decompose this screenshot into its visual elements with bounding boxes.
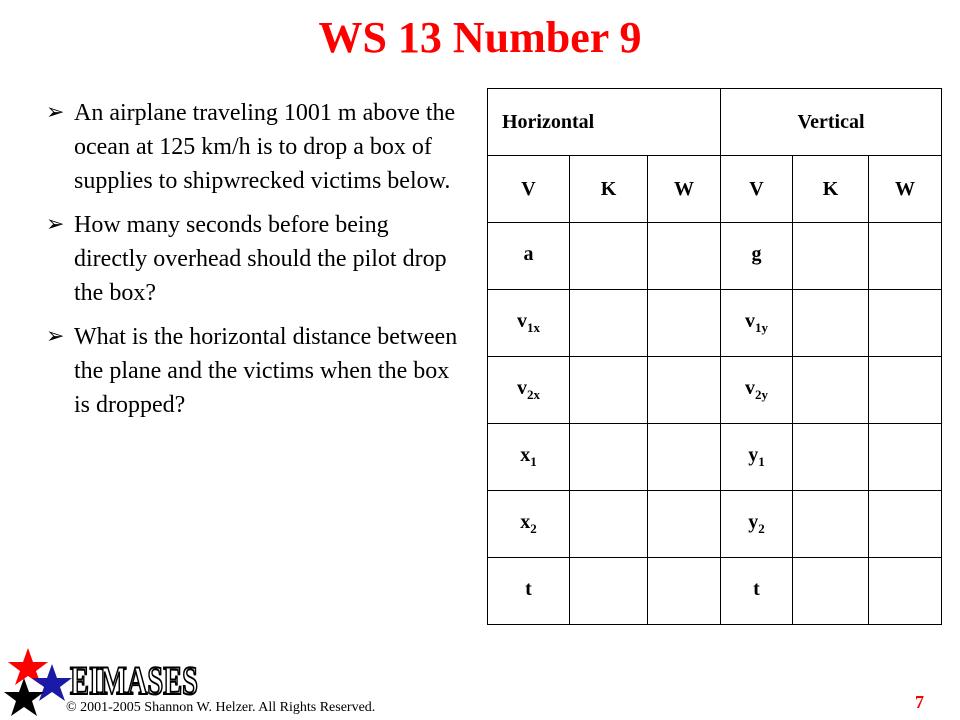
- variable-symbol: y: [748, 444, 759, 466]
- vertical-want-cell[interactable]: [869, 290, 942, 357]
- variable-symbol: g: [751, 243, 762, 265]
- horizontal-variable-cell: [488, 558, 570, 625]
- table-row: [488, 491, 942, 558]
- bullet-list: [44, 96, 464, 432]
- horizontal-known-cell[interactable]: [570, 491, 648, 558]
- variable-subscript: 2x: [527, 387, 540, 402]
- arrow-bullet-icon: ➢: [46, 99, 65, 124]
- horizontal-known-cell[interactable]: [570, 223, 648, 290]
- table-row: [488, 290, 942, 357]
- vertical-variable-cell: [721, 290, 793, 357]
- vertical-want-cell[interactable]: [869, 491, 942, 558]
- vertical-known-cell[interactable]: [793, 491, 869, 558]
- variable-symbol: y: [748, 511, 759, 533]
- variable-subscript: 2: [758, 521, 765, 536]
- bullet-item: [44, 320, 464, 422]
- horizontal-want-cell[interactable]: [648, 357, 721, 424]
- vertical-want-cell[interactable]: [869, 223, 942, 290]
- variable-symbol: a: [523, 243, 534, 265]
- vertical-want-cell[interactable]: [869, 558, 942, 625]
- vertical-variable-cell: [721, 424, 793, 491]
- bullet-text: An airplane traveling 1001 m above the ocean at 125 km/h is to drop a box of supplies to shipwrecked victims below.: [74, 100, 456, 194]
- h-w-header: W: [648, 156, 721, 223]
- variable-symbol: v: [517, 310, 527, 332]
- horizontal-known-cell[interactable]: [570, 290, 648, 357]
- h-v-header: V: [488, 156, 570, 223]
- table-row: [488, 558, 942, 625]
- h-k-header: K: [570, 156, 648, 223]
- horizontal-want-cell[interactable]: [648, 558, 721, 625]
- variable-subscript: 2y: [755, 387, 768, 402]
- horizontal-variable-cell: [488, 290, 570, 357]
- variable-subscript: 1y: [755, 320, 768, 335]
- vertical-variable-cell: [721, 223, 793, 290]
- slide-title: WS 13 Number 9: [318, 13, 642, 62]
- vertical-known-cell[interactable]: [793, 290, 869, 357]
- horizontal-want-cell[interactable]: [648, 290, 721, 357]
- page-number: 7: [915, 692, 924, 712]
- horizontal-want-cell[interactable]: [648, 424, 721, 491]
- variable-symbol: x: [520, 511, 531, 533]
- v-v-header: V: [721, 156, 793, 223]
- table-row: [488, 357, 942, 424]
- logo-text: EIMASES: [70, 658, 198, 703]
- table-row: [488, 424, 942, 491]
- horizontal-variable-cell: [488, 357, 570, 424]
- vertical-variable-cell: [721, 357, 793, 424]
- horizontal-variable-cell: [488, 424, 570, 491]
- variable-subscript: 1: [758, 454, 765, 469]
- v-k-header: K: [793, 156, 869, 223]
- vertical-variable-cell: [721, 558, 793, 625]
- variable-symbol: v: [745, 310, 755, 332]
- horizontal-want-cell[interactable]: [648, 223, 721, 290]
- arrow-bullet-icon: ➢: [46, 323, 65, 348]
- vertical-known-cell[interactable]: [793, 357, 869, 424]
- horizontal-known-cell[interactable]: [570, 357, 648, 424]
- table-row: [488, 223, 942, 290]
- vertical-variable-cell: [721, 491, 793, 558]
- vertical-want-cell[interactable]: [869, 424, 942, 491]
- vkw-table: [487, 88, 942, 625]
- variable-symbol: x: [520, 444, 531, 466]
- bullet-item: [44, 208, 464, 310]
- table-header-row: [488, 89, 942, 156]
- copyright-text: © 2001-2005 Shannon W. Helzer. All Rights Reserved.: [66, 700, 376, 715]
- horizontal-variable-cell: [488, 491, 570, 558]
- table-vkw-row: [488, 156, 942, 223]
- variable-symbol: v: [745, 377, 755, 399]
- vertical-header: Vertical: [721, 89, 942, 156]
- variable-subscript: 1: [530, 454, 537, 469]
- horizontal-known-cell[interactable]: [570, 424, 648, 491]
- horizontal-header: Horizontal: [488, 89, 721, 156]
- horizontal-variable-cell: [488, 223, 570, 290]
- vertical-known-cell[interactable]: [793, 558, 869, 625]
- v-w-header: W: [869, 156, 942, 223]
- arrow-bullet-icon: ➢: [46, 211, 65, 236]
- vertical-want-cell[interactable]: [869, 357, 942, 424]
- variable-symbol: v: [517, 377, 527, 399]
- bullet-item: [44, 96, 464, 198]
- black-star-icon: [4, 678, 44, 716]
- bullet-text: How many seconds before being directly overhead should the pilot drop the box?: [74, 212, 447, 306]
- horizontal-want-cell[interactable]: [648, 491, 721, 558]
- variable-symbol: t: [525, 578, 532, 600]
- horizontal-known-cell[interactable]: [570, 558, 648, 625]
- bullet-text: What is the horizontal distance between the plane and the victims when the box is dropped?: [74, 324, 458, 418]
- vertical-known-cell[interactable]: [793, 424, 869, 491]
- variable-subscript: 2: [530, 521, 537, 536]
- variable-subscript: 1x: [527, 320, 540, 335]
- vertical-known-cell[interactable]: [793, 223, 869, 290]
- variable-symbol: t: [753, 578, 760, 600]
